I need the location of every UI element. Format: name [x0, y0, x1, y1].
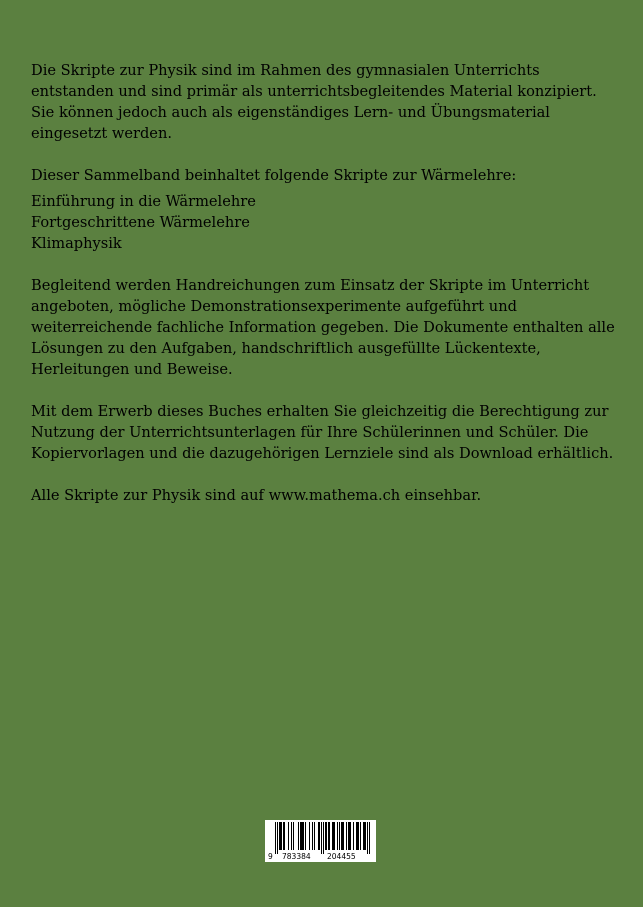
barcode-bar [369, 822, 370, 854]
barcode-bar [293, 822, 294, 850]
barcode-bar [303, 822, 304, 850]
barcode-bar [284, 822, 285, 850]
barcode-bar [300, 822, 301, 850]
barcode-bar [348, 822, 349, 850]
barcode-first-digit: 9 [268, 852, 273, 861]
barcode-bar [314, 822, 315, 850]
barcode-bar [333, 822, 334, 850]
blurb-text [31, 60, 616, 527]
barcode-bar [363, 822, 364, 850]
list-item: Einführung in die Wärmelehre [31, 193, 256, 210]
barcode-bar [360, 822, 361, 850]
barcode-bar [309, 822, 310, 850]
barcode-bar [325, 822, 326, 850]
barcode-bar [288, 822, 289, 850]
barcode-bar [283, 822, 284, 850]
barcode-bar [343, 822, 344, 850]
barcode-bar [302, 822, 303, 850]
barcode-bar [365, 822, 366, 850]
barcode-bar [329, 822, 330, 850]
barcode-bar [337, 822, 338, 850]
barcode-bar [275, 822, 276, 854]
barcode-bar [349, 822, 350, 850]
barcode-digits [265, 852, 376, 862]
barcode-bar [357, 822, 358, 850]
barcode-bar [280, 822, 281, 850]
barcode-bar [346, 822, 347, 850]
barcode-bar [323, 822, 324, 854]
barcode-bar [334, 822, 335, 850]
barcode-bar [326, 822, 327, 850]
intro-paragraph: Die Skripte zur Physik sind im Rahmen des gymnasialen Unterrichts entstanden und sind primär als unterrichtsbegleitendes Material konzipiert. Sie können jedoch auch als eigenständiges Lern- und Übungsmaterial eingesetzt werden. [31, 62, 597, 142]
barcode-bar [291, 822, 292, 850]
barcode-bar [281, 822, 282, 850]
barcode-bar [356, 822, 357, 850]
barcode-bar [332, 822, 333, 850]
barcode-bars [265, 820, 376, 854]
website-paragraph: Alle Skripte zur Physik sind auf www.mathema.ch einsehbar. [31, 487, 482, 504]
barcode-bar [353, 822, 354, 850]
barcode-bar [342, 822, 343, 850]
barcode-bar [277, 822, 278, 854]
barcode-bar [358, 822, 359, 850]
isbn-barcode [265, 820, 376, 862]
barcode-bar [339, 822, 340, 850]
barcode-bar [367, 822, 368, 854]
barcode-left-group: 783384 [282, 852, 311, 861]
barcode-bar [350, 822, 351, 850]
script-list [31, 191, 616, 254]
list-item: Fortgeschrittene Wärmelehre [31, 214, 250, 231]
barcode-bar [341, 822, 342, 850]
barcode-bar [321, 822, 322, 854]
barcode-bar [328, 822, 329, 850]
barcode-bar [298, 822, 299, 850]
accompanying-paragraph: Begleitend werden Handreichungen zum Einsatz der Skripte im Unterricht angeboten, mögliche Demonstrationsexperimente aufgeführt und weiterreichende fachliche Information gegeben. Die Dokumente enthalten alle Lösungen zu den Aufgaben, handschriftlich ausgefüllte Lückentexte, Herleitungen und Beweise. [31, 277, 615, 378]
list-item: Klimaphysik [31, 235, 122, 252]
barcode-bar [312, 822, 313, 850]
barcode-bar [319, 822, 320, 850]
barcode-right-group: 204455 [327, 852, 356, 861]
barcode-bar [318, 822, 319, 850]
license-paragraph: Mit dem Erwerb dieses Buches erhalten Sie gleichzeitig die Berechtigung zur Nutzung der Unterrichtsunterlagen für Ihre Schülerinnen und Schüler. Die Kopiervorlagen und die dazugehörigen Lernziele sind als Download erhältlich. [31, 403, 614, 462]
barcode-bar [279, 822, 280, 850]
barcode-bar [301, 822, 302, 850]
collection-intro: Dieser Sammelband beinhaltet folgende Skripte zur Wärmelehre: [31, 167, 517, 184]
barcode-bar [364, 822, 365, 850]
barcode-bar [305, 822, 306, 850]
